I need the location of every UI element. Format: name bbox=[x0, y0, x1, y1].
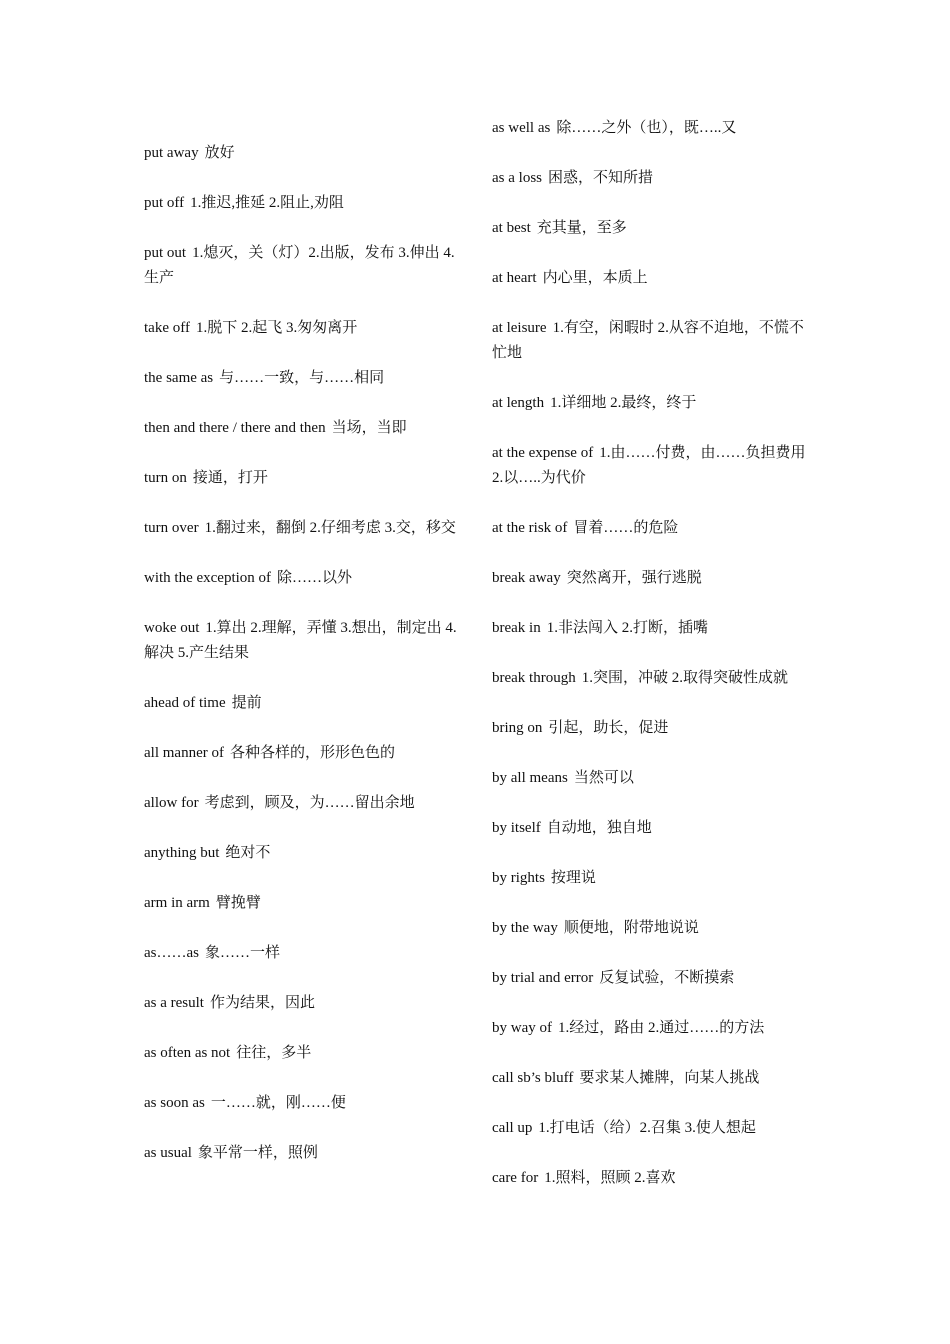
meaning-text: 1.熄灭，关（灯）2.出版，发布 3.伸出 4.生产 bbox=[144, 245, 455, 286]
left-column bbox=[144, 141, 464, 1191]
right-column-entry bbox=[492, 1066, 812, 1091]
right-column-entry bbox=[492, 1016, 812, 1041]
meaning-text: 臂挽臂 bbox=[215, 895, 261, 911]
right-column-entry bbox=[492, 916, 812, 941]
phrase-text: at heart bbox=[492, 270, 537, 286]
left-column-entry bbox=[144, 941, 464, 966]
meaning-text: 考虑到，顾及，为……留出余地 bbox=[204, 795, 415, 811]
phrase-text: put off bbox=[144, 195, 185, 211]
phrase-text: with the exception of bbox=[144, 570, 272, 586]
right-column-entry bbox=[492, 866, 812, 891]
right-column-entry bbox=[492, 766, 812, 791]
right-column-entry bbox=[492, 166, 812, 191]
phrase-text: break away bbox=[492, 570, 561, 586]
phrase-text: turn on bbox=[144, 470, 187, 486]
meaning-text: 与……一致，与……相同 bbox=[219, 370, 385, 386]
right-column-entry bbox=[492, 1166, 812, 1191]
phrase-text: by way of bbox=[492, 1020, 552, 1036]
meaning-text: 除……以外 bbox=[277, 570, 353, 586]
phrase-text: as a result bbox=[144, 995, 204, 1011]
phrase-text: at the expense of bbox=[492, 445, 594, 461]
phrase-text: put away bbox=[144, 145, 199, 161]
meaning-text: 冒着……的危险 bbox=[573, 520, 679, 536]
left-column-entry bbox=[144, 141, 464, 166]
phrase-text: all manner of bbox=[144, 745, 224, 761]
phrase-text: as often as not bbox=[144, 1045, 231, 1061]
phrase-text: call sb’s bluff bbox=[492, 1070, 574, 1086]
meaning-text: 自动地，独自地 bbox=[546, 820, 652, 836]
meaning-text: 1.脱下 2.起飞 3.匆匆离开 bbox=[195, 320, 358, 336]
phrase-text: by itself bbox=[492, 820, 541, 836]
phrase-text: arm in arm bbox=[144, 895, 210, 911]
meaning-text: 除……之外（也），既…..又 bbox=[556, 120, 737, 136]
phrase-text: care for bbox=[492, 1170, 539, 1186]
right-column-entry bbox=[492, 716, 812, 741]
right-column-entry bbox=[492, 216, 812, 241]
right-column-entry bbox=[492, 566, 812, 591]
phrase-text: at leisure bbox=[492, 320, 547, 336]
right-column-entry bbox=[492, 966, 812, 991]
left-column-entry bbox=[144, 1141, 464, 1166]
phrase-text: at the risk of bbox=[492, 520, 568, 536]
left-column-entry bbox=[144, 1041, 464, 1066]
meaning-text: 绝对不 bbox=[225, 845, 271, 861]
meaning-text: 1.有空，闲暇时 2.从容不迫地，不慌不忙地 bbox=[492, 320, 804, 361]
left-column-entry bbox=[144, 791, 464, 816]
meaning-text: 往往，多半 bbox=[236, 1045, 312, 1061]
left-column-entry bbox=[144, 241, 464, 291]
meaning-text: 1.突围，冲破 2.取得突破性成就 bbox=[581, 670, 788, 686]
meaning-text: 按理说 bbox=[550, 870, 596, 886]
left-column-entry bbox=[144, 891, 464, 916]
meaning-text: 放好 bbox=[204, 145, 235, 161]
left-column-entry bbox=[144, 691, 464, 716]
phrase-text: at length bbox=[492, 395, 545, 411]
right-column-entry bbox=[492, 516, 812, 541]
phrase-text: by trial and error bbox=[492, 970, 594, 986]
left-column-entry bbox=[144, 366, 464, 391]
meaning-text: 充其量，至多 bbox=[536, 220, 627, 236]
meaning-text: 当然可以 bbox=[573, 770, 634, 786]
right-column-entry bbox=[492, 1116, 812, 1141]
meaning-text: 象平常一样，照例 bbox=[197, 1145, 318, 1161]
meaning-text: 要求某人摊牌，向某人挑战 bbox=[579, 1070, 760, 1086]
phrase-text: the same as bbox=[144, 370, 214, 386]
phrase-text: turn over bbox=[144, 520, 199, 536]
right-column-entry bbox=[492, 666, 812, 691]
meaning-text: 1.翻过来，翻倒 2.仔细考虑 3.交，移交 bbox=[204, 520, 456, 536]
phrase-text: ahead of time bbox=[144, 695, 226, 711]
left-column-entry bbox=[144, 1091, 464, 1116]
meaning-text: 1.详细地 2.最终，终于 bbox=[550, 395, 697, 411]
meaning-text: 顺便地，附带地说说 bbox=[563, 920, 699, 936]
meaning-text: 1.由……付费，由……负担费用 2.以…..为代价 bbox=[492, 445, 806, 486]
phrase-text: as well as bbox=[492, 120, 551, 136]
meaning-text: 1.非法闯入 2.打断，插嘴 bbox=[546, 620, 708, 636]
phrase-text: bring on bbox=[492, 720, 543, 736]
phrase-text: woke out bbox=[144, 620, 200, 636]
phrase-text: by the way bbox=[492, 920, 558, 936]
left-column-entry bbox=[144, 566, 464, 591]
left-column-entry bbox=[144, 516, 464, 541]
meaning-text: 1.推迟,推延 2.阻止,劝阻 bbox=[190, 195, 344, 211]
phrase-text: break in bbox=[492, 620, 541, 636]
right-column-entry bbox=[492, 616, 812, 641]
phrase-text: take off bbox=[144, 320, 190, 336]
meaning-text: 提前 bbox=[231, 695, 262, 711]
phrase-text: by all means bbox=[492, 770, 568, 786]
phrase-text: allow for bbox=[144, 795, 199, 811]
left-column-entry bbox=[144, 416, 464, 441]
right-column-entry bbox=[492, 116, 812, 141]
phrase-text: by rights bbox=[492, 870, 545, 886]
right-column bbox=[492, 116, 812, 1216]
meaning-text: 当场，当即 bbox=[331, 420, 407, 436]
left-column-entry bbox=[144, 991, 464, 1016]
right-column-entry bbox=[492, 316, 812, 366]
phrase-text: call up bbox=[492, 1120, 533, 1136]
phrase-text: then and there / there and then bbox=[144, 420, 326, 436]
left-column-entry bbox=[144, 466, 464, 491]
left-column-entry bbox=[144, 741, 464, 766]
meaning-text: 突然离开，强行逃脱 bbox=[566, 570, 702, 586]
meaning-text: 象……一样 bbox=[205, 945, 281, 961]
phrase-text: as……as bbox=[144, 945, 199, 961]
left-column-entry bbox=[144, 191, 464, 216]
meaning-text: 1.经过，路由 2.通过……的方法 bbox=[558, 1020, 765, 1036]
right-column-entry bbox=[492, 441, 812, 491]
meaning-text: 一……就，刚……便 bbox=[210, 1095, 346, 1111]
meaning-text: 困惑，不知所措 bbox=[548, 170, 654, 186]
meaning-text: 1.打电话（给）2.召集 3.使人想起 bbox=[538, 1120, 756, 1136]
left-column-entry bbox=[144, 841, 464, 866]
right-column-entry bbox=[492, 816, 812, 841]
meaning-text: 各种各样的，形形色色的 bbox=[229, 745, 395, 761]
meaning-text: 作为结果，因此 bbox=[209, 995, 315, 1011]
left-column-entry bbox=[144, 316, 464, 341]
phrase-text: as a loss bbox=[492, 170, 542, 186]
right-column-entry bbox=[492, 391, 812, 416]
phrase-text: put out bbox=[144, 245, 187, 261]
meaning-text: 1.算出 2.理解，弄懂 3.想出，制定出 4.解决 5.产生结果 bbox=[144, 620, 457, 661]
right-column-entry bbox=[492, 266, 812, 291]
phrase-text: as soon as bbox=[144, 1095, 205, 1111]
meaning-text: 1.照料，照顾 2.喜欢 bbox=[544, 1170, 676, 1186]
phrase-text: break through bbox=[492, 670, 576, 686]
phrase-text: as usual bbox=[144, 1145, 192, 1161]
phrase-text: anything but bbox=[144, 845, 220, 861]
meaning-text: 接通，打开 bbox=[192, 470, 268, 486]
meaning-text: 反复试验，不断摸索 bbox=[599, 970, 735, 986]
meaning-text: 内心里，本质上 bbox=[542, 270, 648, 286]
left-column-entry bbox=[144, 616, 464, 666]
phrase-text: at best bbox=[492, 220, 531, 236]
meaning-text: 引起，助长，促进 bbox=[548, 720, 669, 736]
